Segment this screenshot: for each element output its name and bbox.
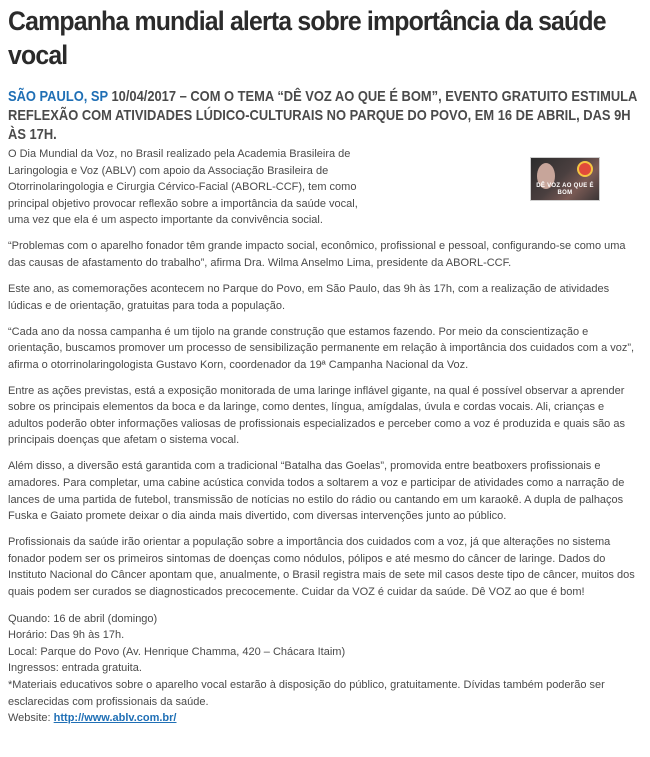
paragraph-health: Profissionais da saúde irão orientar a população sobre a importância dos cuidados com a voz, já que alterações no sistema fonador podem ser os primeiros sintomas de doenças como nódulos, pólipos e até mesmo do câncer de laringe. Dados do Instituto Nacional do Câncer apontam que, anualmente, o Brasil registra mais de sete mil casos deste tipo de câncer, muitos dos quais podem ser curados se diagnosticados precocemente. Cuidar da VOZ é cuidar da saúde. Dê VOZ ao que é bom! bbox=[8, 536, 635, 598]
article-body bbox=[8, 146, 642, 727]
campaign-image[interactable] bbox=[530, 157, 600, 201]
image-caption: DÊ VOZ AO QUE É BOM bbox=[536, 183, 594, 196]
paragraph-location: Este ano, as comemorações acontecem no Parque do Povo, em São Paulo, das 9h às 17h, com a realização de atividades lúdicas e de orientação, gratuitas para toda a população. bbox=[8, 282, 610, 312]
website-label: Website: bbox=[8, 712, 54, 725]
event-details bbox=[8, 611, 642, 727]
event-place: Local: Parque do Povo (Av. Henrique Chamma, 420 – Chácara Itaim) bbox=[8, 645, 346, 658]
event-note: *Materiais educativos sobre o aparelho vocal estarão à disposição do público, gratuitamente. Dívidas também poderão ser esclarecidas com profissionais da saúde. bbox=[8, 678, 605, 708]
article-lead bbox=[8, 87, 640, 144]
event-tickets: Ingressos: entrada gratuita. bbox=[8, 662, 142, 675]
website-link[interactable]: http://www.ablv.com.br/ bbox=[53, 712, 177, 725]
paragraph-quote-wilma: “Problemas com o aparelho fonador têm grande impacto social, econômico, profissional e pessoal, configurando-se como uma das causas de afastamento do trabalho”, afirma Dra. Wilma Anselmo Lima, presidente da ABORL-CCF. bbox=[8, 240, 626, 269]
event-website bbox=[8, 710, 642, 727]
paragraph-actions: Entre as ações previstas, está a exposição monitorada de uma laringe inflável gigante, na qual é possível observar a aprender sobre os principais elementos da boca e da laringe, como dentes, língua, amígdalas, úvula e cordas vocais. Ali, crianças e adultos poderão obter informações valiosas de profissionais especializados e perceber como a voz é produzida e quais são as principais doenças que afetam o sistema vocal. bbox=[8, 384, 625, 447]
event-time: Horário: Das 9h às 17h. bbox=[8, 629, 125, 642]
paragraph-quote-gustavo: “Cada ano da nossa campanha é um tijolo na grande construção que estamos fazendo. Por meio da conscientização e orientação, buscamos promover um processo de sensibilização permanente em relação à importância dos cuidados com a voz”, afirma o otorrinolaringologista Gustavo Korn, coordenador da 19ª Campanha Nacional da Voz. bbox=[8, 325, 635, 371]
paragraph-fun: Além disso, a diversão está garantida com a tradicional “Batalha das Goelas”, promovida entre beatboxers profissionais e amadores. Para completar, uma cabine acústica convida todos a soltarem a voz e participar de atividades como a narração de lances de uma partida de futebol, transmissão de notícias no estilo do rádio ou cantando em um karaokê. A dupla de palhaços Fuska e Gaiato promete deixar o dia ainda mais divertido, com diversas intervenções junto ao público. bbox=[8, 460, 625, 523]
event-date: Quando: 16 de abril (domingo) bbox=[8, 612, 158, 625]
lead-place: SÃO PAULO, SP bbox=[8, 88, 108, 105]
article-title: Campanha mundial alerta sobre importância da saúde vocal bbox=[8, 6, 606, 70]
lead-text: 10/04/2017 – COM O TEMA “DÊ VOZ AO QUE É BOM”, EVENTO GRATUITO ESTIMULA REFLEXÃO COM ATIVIDADES LÚDICO-CULTURAIS NO PARQUE DO POVO, EM 16 DE ABRIL, DAS 9H ÀS 17H. bbox=[8, 88, 637, 143]
paragraph-intro: O Dia Mundial da Voz, no Brasil realizado pela Academia Brasileira de Laringologia e Voz (ABLV) com apoio da Associação Brasileira de Otorrinolaringologia e Cirurgia Cérvico-Facial (ABORL-CCF), tem como principal objetivo provocar reflexão sobre a importância da saúde vocal, uma vez que ela é um aspecto importante da convivência social. bbox=[8, 148, 358, 227]
image-badge bbox=[577, 161, 593, 177]
intro-section bbox=[8, 146, 642, 229]
